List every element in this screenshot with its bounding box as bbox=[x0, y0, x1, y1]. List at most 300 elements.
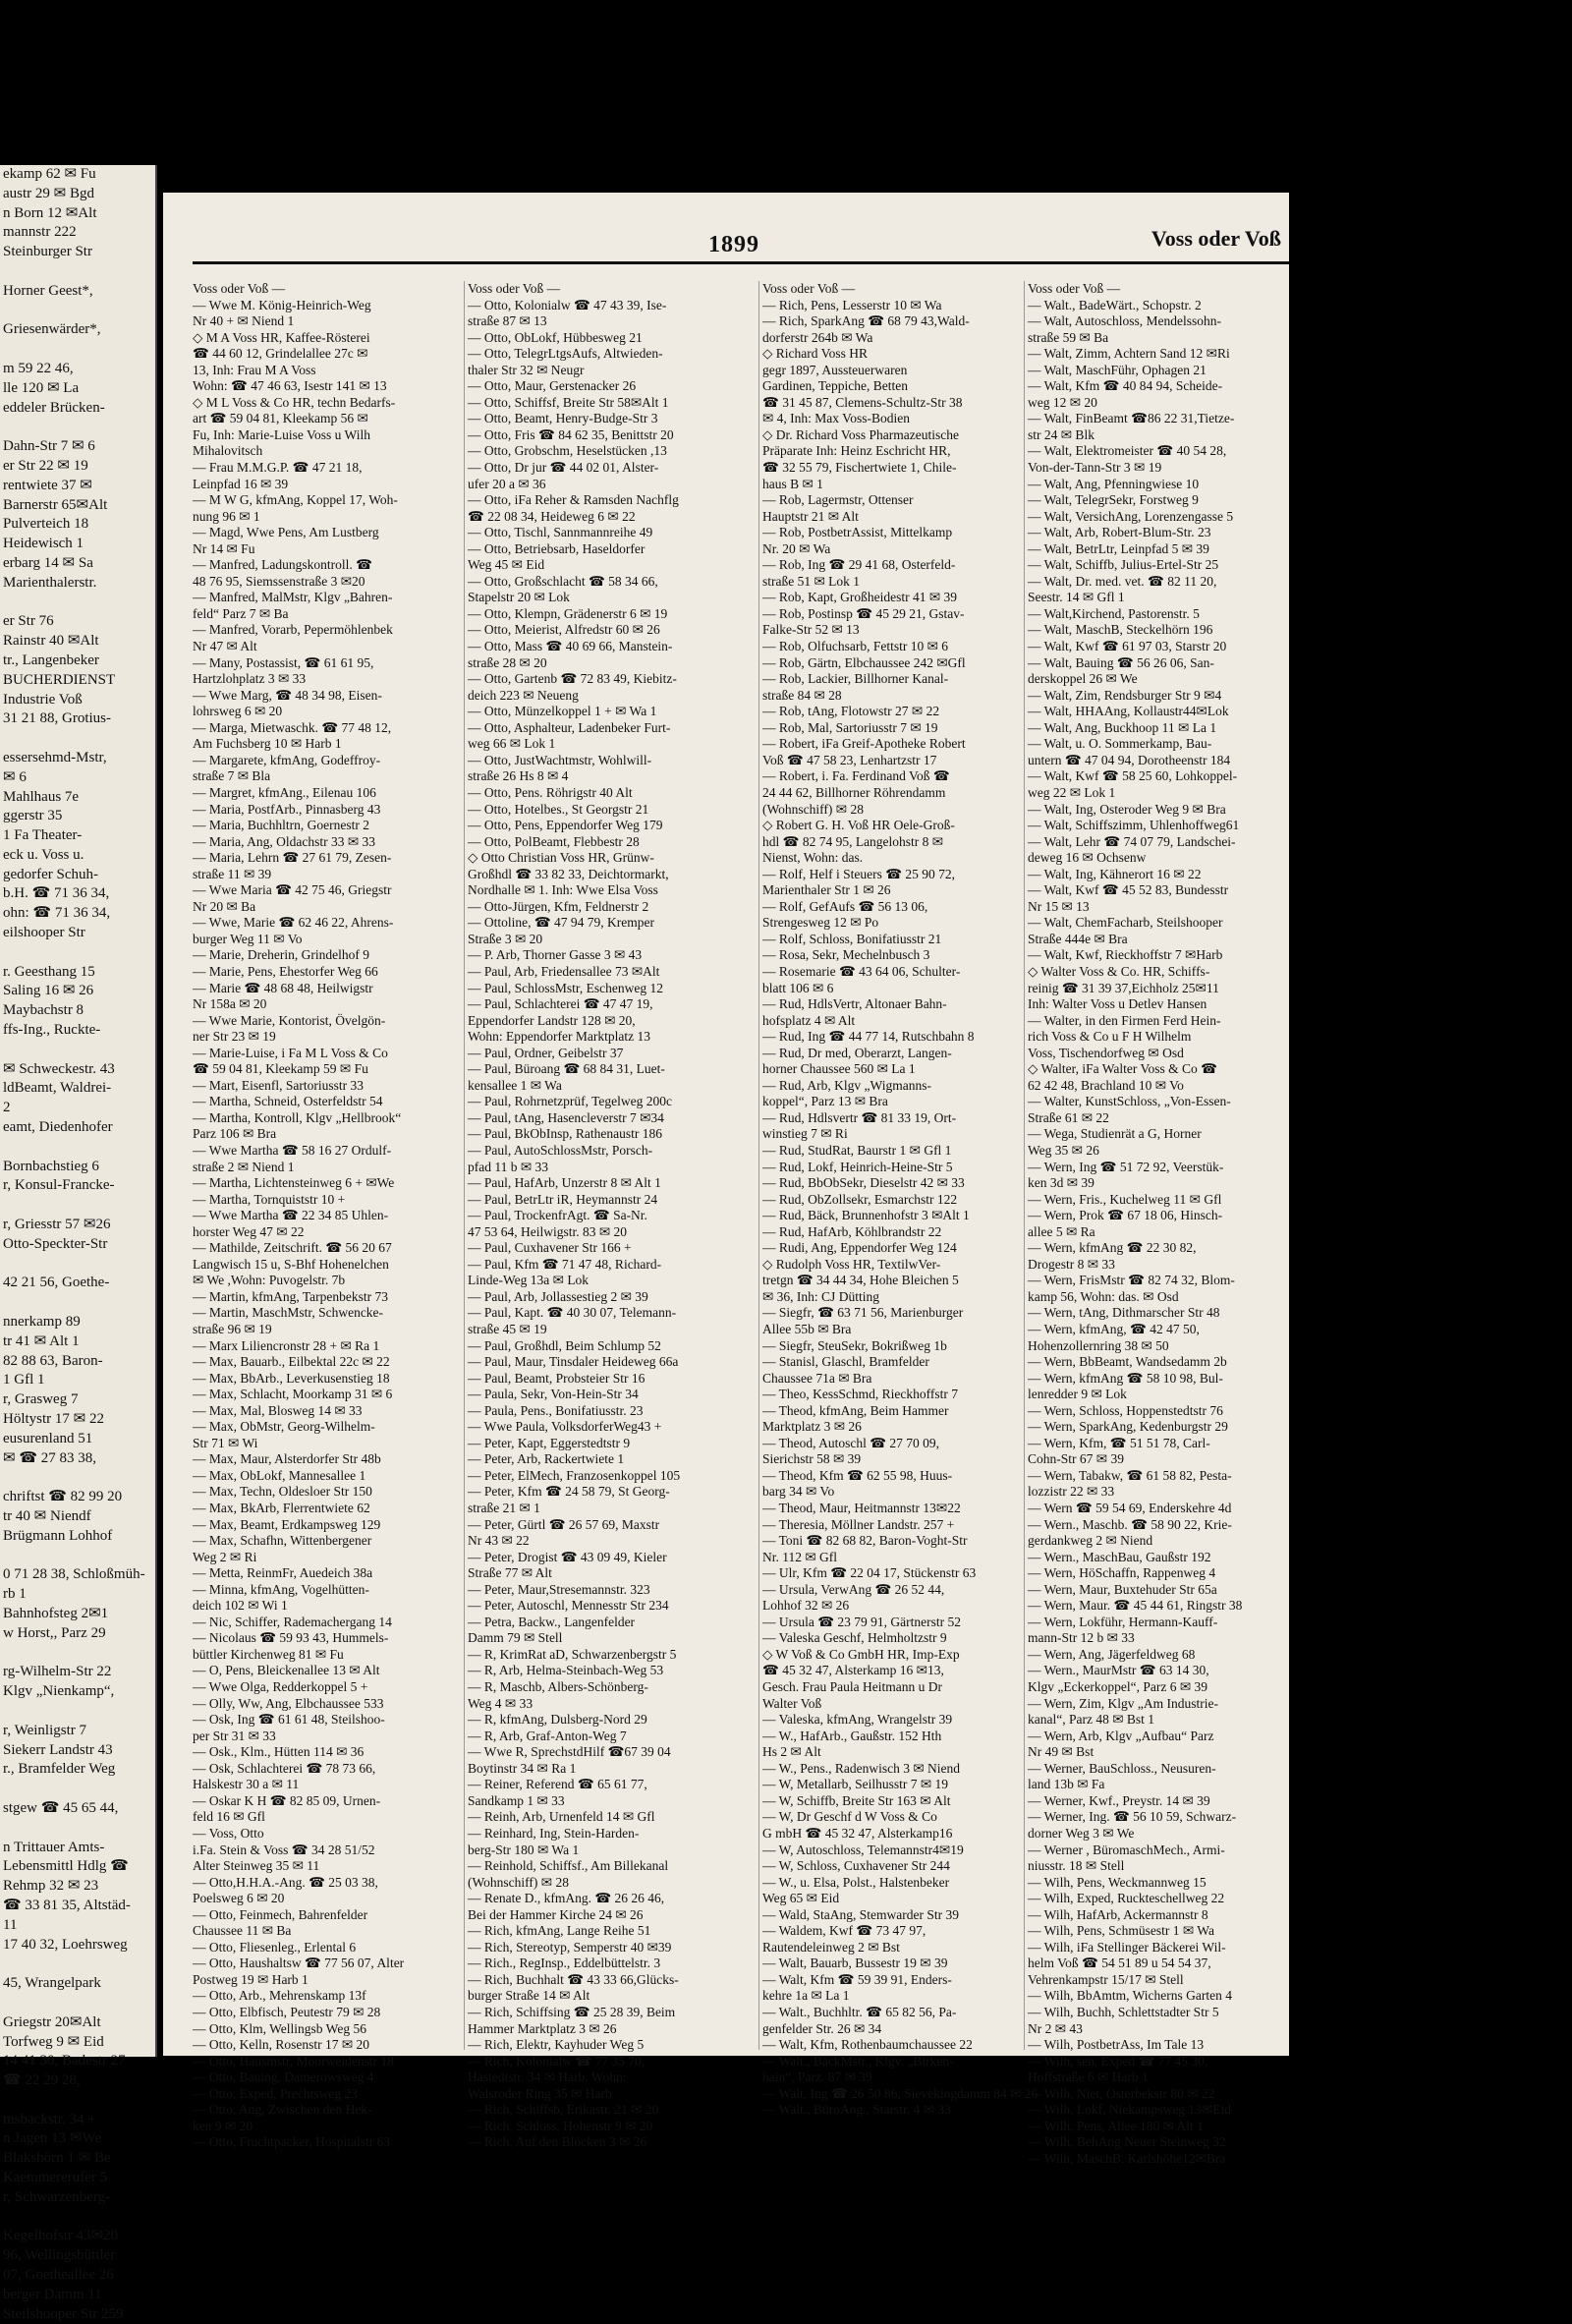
left-page-line: gedorfer Schuh- bbox=[3, 866, 99, 882]
directory-entry-line: — Paul, Kfm ☎ 71 47 48, Richard- bbox=[468, 1256, 662, 1272]
left-page-line: 07, Goetheallee 26 bbox=[3, 2267, 114, 2284]
directory-entry-line: Weg 4 ✉ 33 bbox=[468, 1695, 533, 1711]
left-page-line: r, Grasweg 7 bbox=[3, 1391, 79, 1408]
directory-entry-line: — Otto, Beamt, Henry-Budge-Str 3 bbox=[468, 411, 658, 426]
directory-entry-line: ◇ Robert G. H. Voß HR Oele-Groß- bbox=[762, 818, 955, 833]
directory-entry-line: — Paul, HafArb, Unzerstr 8 ✉ Alt 1 bbox=[468, 1175, 661, 1191]
left-page-line: mannstr 222 bbox=[3, 224, 77, 241]
directory-entry-line: — Mathilde, Zeitschrift. ☎ 56 20 67 bbox=[193, 1240, 392, 1256]
directory-entry-line: — Rud, BbObSekr, Dieselstr 42 ✉ 33 bbox=[762, 1175, 965, 1191]
left-page-line: ☎ 22 29 28, bbox=[3, 2072, 81, 2089]
directory-entry-line: Parz 106 ✉ Bra bbox=[193, 1126, 277, 1142]
directory-entry-line: Nr 14 ✉ Fu bbox=[193, 540, 255, 556]
directory-entry-line: Postweg 19 ✉ Harb 1 bbox=[193, 1971, 309, 1987]
directory-entry-line: thaler Str 32 ✉ Neugr bbox=[468, 362, 585, 377]
left-page-line: Blakshörn 1 ✉ Be bbox=[3, 2150, 111, 2167]
directory-entry-line: — Reinhold, Schiffsf., Am Billekanal bbox=[468, 1858, 669, 1874]
left-page-line: 17 40 32, Loehrsweg bbox=[3, 1936, 128, 1953]
directory-entry-line: — Martha, Schneid, Osterfeldstr 54 bbox=[193, 1094, 383, 1109]
directory-entry-line: — Walt, Kwf ☎ 58 25 60, Lohkoppel- bbox=[1028, 768, 1238, 784]
directory-entry-line: — Walt, Kwf ☎ 61 97 03, Starstr 20 bbox=[1028, 639, 1227, 654]
directory-entry-line: Weg 2 ✉ Ri bbox=[193, 1549, 257, 1564]
directory-entry-line: — R, Maschb, Albers-Schönberg- bbox=[468, 1679, 648, 1695]
directory-entry-line: — Maria, Lehrn ☎ 27 61 79, Zesen- bbox=[193, 850, 392, 866]
directory-entry-line: — Paul, Arb, Friedensallee 73 ✉Alt bbox=[468, 963, 660, 979]
directory-entry-line: — Minna, kfmAng, Vogelhütten- bbox=[193, 1581, 369, 1597]
directory-entry-line: ☎ 59 04 81, Kleekamp 59 ✉ Fu bbox=[193, 1061, 368, 1077]
left-page-line: Torfweg 9 ✉ Eid bbox=[3, 2033, 104, 2050]
directory-entry-line: weg 12 ✉ 20 bbox=[1028, 394, 1097, 410]
directory-entry-line: hofsplatz 4 ✉ Alt bbox=[762, 1012, 856, 1028]
left-page-line: eck u. Voss u. bbox=[3, 846, 84, 863]
directory-entry-line: — Peter, Drogist ☎ 43 09 49, Kieler bbox=[468, 1549, 667, 1564]
directory-entry-line: nung 96 ✉ 1 bbox=[193, 508, 260, 524]
left-page-line: ldBeamt, Waldrei- bbox=[3, 1080, 112, 1097]
left-page-line: n Jagen 13 ✉We bbox=[3, 2130, 102, 2147]
directory-entry-line: ☎ 32 55 79, Fischertwiete 1, Chile- bbox=[762, 460, 957, 476]
left-page-line: rg-Wilhelm-Str 22 bbox=[3, 1664, 112, 1680]
directory-entry-line: — Walt, Zimm, Achtern Sand 12 ✉Ri bbox=[1028, 346, 1230, 362]
directory-entry-line: Drogestr 8 ✉ 33 bbox=[1028, 1256, 1115, 1272]
directory-entry-line: — Rob, Ing ☎ 29 41 68, Osterfeld- bbox=[762, 557, 956, 573]
directory-entry-line: — Otto, Gartenb ☎ 72 83 49, Kiebitz- bbox=[468, 671, 677, 687]
directory-entry-line: — W., u. Elsa, Polst., Halstenbeker bbox=[762, 1874, 950, 1890]
directory-entry-line: — Marie-Luise, i Fa M L Voss & Co bbox=[193, 1045, 388, 1060]
directory-entry-line: — Paul, tAng, Hasencleverstr 7 ✉34 bbox=[468, 1109, 664, 1125]
directory-entry-line: — Margarete, kfmAng, Godeffroy- bbox=[193, 752, 381, 767]
directory-entry-line: — Otto, Feinmech, Bahrenfelder bbox=[193, 1906, 368, 1922]
directory-entry-line: — Wern, kfmAng, ☎ 42 47 50, bbox=[1028, 1322, 1200, 1336]
directory-entry-line: Marktplatz 3 ✉ 26 bbox=[762, 1419, 862, 1435]
directory-entry-line: Voß ☎ 47 58 23, Lenhartzstr 17 bbox=[762, 752, 937, 767]
directory-entry-line: Nienst, Wohn: das. bbox=[762, 850, 864, 866]
directory-entry-line: — M W G, kfmAng, Koppel 17, Woh- bbox=[193, 492, 398, 508]
directory-entry-line: Stapelstr 20 ✉ Lok bbox=[468, 590, 570, 605]
left-page-line: Rainstr 40 ✉Alt bbox=[3, 633, 99, 650]
directory-entry-line: — Otto, Ang, Zwischen den Hek- bbox=[193, 2102, 372, 2118]
directory-entry-line: — Olly, Ww, Ang, Elbchaussee 533 bbox=[193, 1695, 384, 1711]
directory-entry-line: — Walt, Ang, Buckhoop 11 ✉ La 1 bbox=[1028, 719, 1217, 735]
directory-entry-line: Nr 15 ✉ 13 bbox=[1028, 898, 1090, 914]
directory-entry-line: — Paul, AutoSchlossMstr, Porsch- bbox=[468, 1142, 653, 1158]
directory-entry-line: 47 53 64, Heilwigstr. 83 ✉ 20 bbox=[468, 1223, 628, 1239]
directory-entry-line: dorferstr 264b ✉ Wa bbox=[762, 329, 873, 345]
directory-entry-line: G mbH ☎ 45 32 47, Alsterkamp16 bbox=[762, 1825, 953, 1841]
directory-entry-line: — Manfred, Vorarb, Pepermöhlenbek bbox=[193, 622, 393, 638]
directory-entry-line: Straße 61 ✉ 22 bbox=[1028, 1109, 1109, 1125]
directory-entry-line: — Rich, Buchhalt ☎ 43 33 66,Glücks- bbox=[468, 1971, 679, 1987]
directory-entry-line: — Wwe Maria ☎ 42 75 46, Griegstr bbox=[193, 882, 392, 898]
directory-entry-line: — Wwe Marie, Kontorist, Övelgön- bbox=[193, 1012, 386, 1028]
directory-entry-line: — Wern, FrisMstr ☎ 82 74 32, Blom- bbox=[1028, 1273, 1235, 1288]
left-page-line: 11 bbox=[3, 1916, 18, 1933]
directory-entry-line: Straße 77 ✉ Alt bbox=[468, 1565, 552, 1581]
directory-entry-line: Str 71 ✉ Wi bbox=[193, 1435, 258, 1450]
left-page-line: ggerstr 35 bbox=[3, 808, 63, 824]
left-page-line: Griesenwärder*, bbox=[3, 321, 101, 338]
left-page-line bbox=[0, 302, 155, 321]
directory-entry-line: Nr 49 ✉ Bst bbox=[1028, 1744, 1095, 1760]
directory-entry-line: pfad 11 b ✉ 33 bbox=[468, 1159, 549, 1174]
directory-entry-line: — Otto, Fruchtpacker, Hospitalstr 63 bbox=[193, 2134, 391, 2150]
directory-entry-line: (Wohnschiff) ✉ 28 bbox=[468, 1874, 569, 1890]
directory-entry-line: — Max, Bauarb., Eilbektal 22c ✉ 22 bbox=[193, 1354, 390, 1370]
directory-entry-line: Von-der-Tann-Str 3 ✉ 19 bbox=[1028, 460, 1162, 476]
directory-entry-line: Leinpfad 16 ✉ 39 bbox=[193, 476, 289, 491]
directory-entry-line: — Max, Mal, Blosweg 14 ✉ 33 bbox=[193, 1402, 363, 1418]
directory-entry-line: Nordhalle ✉ 1. Inh: Wwe Elsa Voss bbox=[468, 882, 658, 898]
directory-entry-line: art ☎ 59 04 81, Kleekamp 56 ✉ bbox=[193, 411, 368, 426]
directory-entry-line: straße 2 ✉ Niend 1 bbox=[193, 1159, 295, 1174]
left-page-line: msbackstr. 34 + bbox=[3, 2111, 96, 2127]
left-page-line: 96, Wellingsbüttler bbox=[3, 2247, 116, 2264]
directory-entry-line: — Rob, Olfuchsarb, Fettstr 10 ✉ 6 bbox=[762, 639, 949, 654]
column-3 bbox=[762, 281, 1057, 2119]
directory-entry-line: Klgv „Eckerkoppel“, Parz 6 ✉ 39 bbox=[1028, 1679, 1208, 1695]
directory-entry-line: straße 28 ✉ 20 bbox=[468, 654, 547, 670]
directory-entry-line: — Otto, Fris ☎ 84 62 35, Benittstr 20 bbox=[468, 426, 674, 442]
directory-entry-line: kensallee 1 ✉ Wa bbox=[468, 1077, 562, 1093]
directory-entry-line: ◇ Walter Voss & Co. HR, Schiffs- bbox=[1028, 963, 1210, 979]
directory-entry-line: — Walt, VersichAng, Lorenzengasse 5 bbox=[1028, 508, 1234, 524]
left-page-line: er Str 22 ✉ 19 bbox=[3, 457, 88, 474]
directory-entry-line: Hartzlohplatz 3 ✉ 33 bbox=[193, 671, 307, 687]
directory-entry-line: — Rob, Gärtn, Elbchaussee 242 ✉Gfl bbox=[762, 654, 966, 670]
left-page-line: Brügmann Lohhof bbox=[3, 1527, 113, 1544]
directory-entry-line: Langwisch 15 u, S-Bhf Hohenelchen bbox=[193, 1256, 389, 1272]
directory-entry-line: horner Chaussee 560 ✉ La 1 bbox=[762, 1061, 916, 1077]
left-page-line: 2 bbox=[3, 1100, 11, 1116]
directory-entry-line: kehre 1a ✉ La 1 bbox=[762, 1988, 850, 2004]
directory-entry-line: — Rud, HdlsVertr, Altonaer Bahn- bbox=[762, 996, 947, 1012]
directory-entry-line: Alter Steinweg 35 ✉ 11 bbox=[193, 1858, 320, 1874]
directory-entry-line: — Walt, Kfm, Rothenbaumchaussee 22 bbox=[762, 2037, 973, 2053]
directory-entry-line: — Martin, MaschMstr, Schwencke- bbox=[193, 1305, 384, 1321]
left-page-line: chriftst ☎ 82 99 20 bbox=[3, 1489, 123, 1505]
directory-entry-line: — Marga, Mietwaschk. ☎ 77 48 12, bbox=[193, 719, 392, 735]
directory-entry-line: — Walt, Kwf ☎ 45 52 83, Bundesstr bbox=[1028, 882, 1229, 898]
directory-entry-line: straße 7 ✉ Bla bbox=[193, 768, 271, 784]
directory-entry-line: — Rich, Kolonialw ☎ 77 35 70, bbox=[468, 2053, 646, 2069]
directory-entry-line: — Waldem, Kwf ☎ 73 47 97, bbox=[762, 1923, 926, 1939]
directory-entry-line: — Valeska Geschf, Helmholtzstr 9 bbox=[762, 1630, 947, 1646]
directory-entry-line: — Paul, Ordner, Geibelstr 37 bbox=[468, 1045, 624, 1060]
running-head: Voss oder Voß bbox=[1151, 226, 1281, 251]
directory-entry-line: — Rud, HafArb, Köhlbrandstr 22 bbox=[762, 1223, 942, 1239]
directory-entry-line: — Rich, Schloss, Hohenstr 9 ✉ 20 bbox=[468, 2118, 653, 2133]
directory-entry-line: Nr 47 ✉ Alt bbox=[193, 639, 257, 654]
left-page-line: Steilshooper Str 259 bbox=[3, 2305, 124, 2322]
directory-entry-line: — Wern, Ang, Jägerfeldweg 68 bbox=[1028, 1646, 1196, 1662]
left-page-line bbox=[0, 943, 155, 963]
left-page-line: Steinburger Str bbox=[3, 244, 92, 260]
directory-entry-line: Hauptstr 21 ✉ Alt bbox=[762, 508, 859, 524]
directory-entry-line: — Wern, Arb, Klgv „Aufbau“ Parz bbox=[1028, 1728, 1214, 1743]
directory-entry-line: — Rud, Ing ☎ 44 77 14, Rutschbahn 8 bbox=[762, 1029, 975, 1045]
directory-entry-line: — Walt, Schiffb, Julius-Ertel-Str 25 bbox=[1028, 557, 1219, 573]
directory-entry-line: Damm 79 ✉ Stell bbox=[468, 1630, 563, 1646]
left-page-line: Barnerstr 65✉Alt bbox=[3, 496, 108, 513]
directory-entry-line: — Voss, Otto bbox=[193, 1825, 264, 1841]
directory-entry-line: weg 66 ✉ Lok 1 bbox=[468, 736, 556, 752]
left-page-line bbox=[0, 1644, 155, 1664]
directory-entry-line: — Otto, Pens. Röhrigstr 40 Alt bbox=[468, 784, 633, 800]
left-page-line: austr 29 ✉ Bgd bbox=[3, 185, 94, 201]
directory-entry-line: lohrsweg 6 ✉ 20 bbox=[193, 704, 283, 719]
directory-entry-line: gegr 1897, Aussteuerwaren bbox=[762, 362, 908, 377]
left-page-line: Klgv „Nienkamp“, bbox=[3, 1683, 115, 1700]
directory-entry-line: — Ursula, VerwAng ☎ 26 52 44, bbox=[762, 1581, 945, 1597]
directory-entry-line: dorner Weg 3 ✉ We bbox=[1028, 1825, 1135, 1841]
column-4 bbox=[1028, 281, 1285, 2167]
directory-entry-line: — Paul, BetrLtr iR, Heymannstr 24 bbox=[468, 1191, 658, 1207]
directory-entry-line: ◇ M A Voss HR, Kaffee-Rösterei bbox=[193, 329, 370, 345]
left-page-line: Lebensmittl Hdlg ☎ bbox=[3, 1858, 129, 1875]
left-page-line: Bornbachstieg 6 bbox=[3, 1158, 99, 1174]
page-number: 1899 bbox=[708, 232, 759, 257]
directory-entry-line: straße 21 ✉ 1 bbox=[468, 1501, 540, 1516]
directory-entry-line: — Wilh, Pens, Weckmannweg 15 bbox=[1028, 1874, 1207, 1890]
directory-entry-line: Nr 2 ✉ 43 bbox=[1028, 2020, 1083, 2036]
directory-entry-line: — Walt., BäckMstr., Klgv. „Birken- bbox=[762, 2053, 954, 2069]
directory-entry-line: — Otto, Mass ☎ 40 69 66, Manstein- bbox=[468, 639, 673, 654]
directory-entry-line: ☎ 44 60 12, Grindelallee 27c ✉ bbox=[193, 346, 368, 362]
left-page-line: m 59 22 46, bbox=[3, 360, 74, 376]
directory-entry-line: — Wern, Lokführ, Hermann-Kauff- bbox=[1028, 1614, 1218, 1629]
page-header bbox=[163, 193, 1289, 267]
directory-entry-line: — Rudi, Ang, Eppendorfer Weg 124 bbox=[762, 1240, 957, 1256]
directory-entry-line: ✉ 36, Inh: CJ Dütting bbox=[762, 1288, 879, 1304]
directory-entry-line: — Wilh, Pens, Allee 180 ✉ Alt 1 bbox=[1028, 2118, 1204, 2133]
directory-entry-line: Hohenzollernring 38 ✉ 50 bbox=[1028, 1337, 1169, 1353]
directory-entry-line: — Martha, Lichtensteinweg 6 + ✉We bbox=[193, 1175, 395, 1191]
left-page-line: 1 Gfl 1 bbox=[3, 1372, 45, 1389]
directory-entry-line: — Paul, Maur, Tinsdaler Heideweg 66a bbox=[468, 1354, 679, 1370]
directory-entry-line: — Rud, ObZollsekr, Esmarchstr 122 bbox=[762, 1191, 958, 1207]
directory-entry-line: — Wwe Martha ☎ 58 16 27 Ordulf- bbox=[193, 1142, 392, 1158]
directory-entry-line: deich 102 ✉ Wi 1 bbox=[193, 1598, 288, 1614]
directory-entry-line: — Osk, Schlachterei ☎ 78 73 66, bbox=[193, 1760, 376, 1776]
left-page-line: 14 41 30, Badestr 27 bbox=[3, 2053, 126, 2069]
directory-entry-line: straße 59 ✉ Ba bbox=[1028, 329, 1109, 345]
directory-entry-line: — Walt, Zim, Rendsburger Str 9 ✉4 bbox=[1028, 687, 1222, 703]
directory-entry-line: — P. Arb, Thorner Gasse 3 ✉ 43 bbox=[468, 947, 643, 963]
directory-entry-line: Lohhof 32 ✉ 26 bbox=[762, 1598, 850, 1614]
scan-background bbox=[1289, 0, 1572, 2139]
directory-entry-line: — Walter, in den Firmen Ferd Hein- bbox=[1028, 1012, 1221, 1028]
directory-entry-line: — Wern, Tabakw, ☎ 61 58 82, Pesta- bbox=[1028, 1467, 1232, 1483]
directory-entry-line: — Werner, Kwf., Preystr. 14 ✉ 39 bbox=[1028, 1792, 1210, 1808]
directory-entry-line: — Werner, BauSchloss., Neusuren- bbox=[1028, 1760, 1216, 1776]
directory-entry-line: straße 87 ✉ 13 bbox=[468, 313, 547, 329]
directory-entry-line: — Paul, SchlossMstr, Eschenweg 12 bbox=[468, 980, 663, 995]
left-page-line: 1 Fa Theater- bbox=[3, 827, 83, 844]
directory-entry-line: — Theod, kfmAng, Beim Hammer bbox=[762, 1402, 949, 1418]
directory-entry-line: — Stanisl, Glaschl, Bramfelder bbox=[762, 1354, 929, 1370]
directory-entry-line: — W, Schloss, Cuxhavener Str 244 bbox=[762, 1858, 950, 1874]
directory-entry-line: ◇ Richard Voss HR bbox=[762, 346, 869, 362]
directory-entry-line: — Wilh, BbAmtm, Wicherns Garten 4 bbox=[1028, 1988, 1233, 2004]
directory-entry-line: — Frau M.M.G.P. ☎ 47 21 18, bbox=[193, 460, 363, 476]
directory-entry-line: — Valeska, kfmAng, Wrangelstr 39 bbox=[762, 1712, 953, 1728]
directory-entry-line: Strengesweg 12 ✉ Po bbox=[762, 915, 879, 931]
directory-entry-line: Hs 2 ✉ Alt bbox=[762, 1744, 821, 1760]
directory-entry-line: i.Fa. Stein & Voss ☎ 34 28 51/52 bbox=[193, 1842, 375, 1857]
directory-entry-line: Wohn: ☎ 47 46 63, Isestr 141 ✉ 13 bbox=[193, 378, 387, 394]
left-page-line: b.H. ☎ 71 36 34, bbox=[3, 885, 110, 902]
directory-entry-line: hdl ☎ 82 74 95, Langelohstr 8 ✉ bbox=[762, 833, 944, 849]
directory-entry-line: — Osk., Klm., Hütten 114 ✉ 36 bbox=[193, 1744, 365, 1760]
directory-entry-line: — Walt, Dr. med. vet. ☎ 82 11 20, bbox=[1028, 573, 1217, 589]
directory-entry-line: — R, Arb, Helma-Steinbach-Weg 53 bbox=[468, 1663, 664, 1678]
directory-entry-line: straße 26 Hs 8 ✉ 4 bbox=[468, 768, 569, 784]
directory-entry-line: — Rosemarie ☎ 43 64 06, Schulter- bbox=[762, 963, 961, 979]
directory-entry-line: — Wilh, sen, Exped ☎ 77 45 30, bbox=[1028, 2053, 1208, 2069]
directory-entry-line: — Otto, Hausmstr, Moorweidenstr 18 bbox=[193, 2053, 394, 2069]
directory-entry-line: Nr. 20 ✉ Wa bbox=[762, 540, 831, 556]
directory-entry-line: burger Straße 14 ✉ Alt bbox=[468, 1988, 590, 2004]
directory-entry-line: — Siegfr, ☎ 63 71 56, Marienburger bbox=[762, 1305, 964, 1321]
directory-entry-line: — Rich, Pens, Lesserstr 10 ✉ Wa bbox=[762, 297, 942, 312]
directory-entry-line: — Wwe R, SprechstdHilf ☎67 39 04 bbox=[468, 1744, 671, 1760]
directory-entry-line: straße 45 ✉ 19 bbox=[468, 1322, 547, 1336]
directory-entry-line: — Otto, Meierist, Alfredstr 60 ✉ 26 bbox=[468, 622, 660, 638]
directory-entry-line: — Wilh, HafArb, Ackermannstr 8 bbox=[1028, 1906, 1208, 1922]
left-page-line: Kegelhofstr 43✉20 bbox=[3, 2228, 119, 2244]
directory-entry-line: — Rolf, Schloss, Bonifatiusstr 21 bbox=[762, 931, 942, 946]
left-page-line bbox=[0, 1819, 155, 1839]
directory-entry-line: — Paul, Kapt. ☎ 40 30 07, Telemann- bbox=[468, 1305, 677, 1321]
directory-entry-line: genfelder Str. 26 ✉ 34 bbox=[762, 2020, 882, 2036]
directory-entry-line: 13, Inh: Frau M A Voss bbox=[193, 362, 316, 377]
directory-entry-line: Gesch. Frau Paula Heitmann u Dr bbox=[762, 1679, 942, 1695]
left-page-line: r, Griesstr 57 ✉26 bbox=[3, 1217, 111, 1233]
directory-entry-line: — Otto, Schiffsf, Breite Str 58✉Alt 1 bbox=[468, 394, 669, 410]
directory-entry-line: str 24 ✉ Blk bbox=[1028, 426, 1095, 442]
directory-entry-line: (Wohnschiff) ✉ 28 bbox=[762, 801, 864, 817]
directory-entry-line: — Otto, Hotelbes., St Georgstr 21 bbox=[468, 801, 649, 817]
directory-entry-line: — Otto, Kolonialw ☎ 47 43 39, Ise- bbox=[468, 297, 667, 312]
directory-entry-line: — Max, Techn, Oldesloer Str 150 bbox=[193, 1484, 372, 1500]
left-page-line: Griegstr 20✉Alt bbox=[3, 2013, 101, 2030]
directory-entry-line: — Otto, TelegrLtgsAufs, Altwieden- bbox=[468, 346, 663, 362]
left-page-line bbox=[0, 1041, 155, 1060]
directory-entry-line: Walsroder Ring 35 ✉ Harb bbox=[468, 2085, 612, 2101]
directory-entry-line: Falke-Str 52 ✉ 13 bbox=[762, 622, 860, 638]
directory-entry-line: — Peter, ElMech, Franzosenkoppel 105 bbox=[468, 1467, 681, 1483]
directory-entry-line: — Marie ☎ 48 68 48, Heilwigstr bbox=[193, 980, 373, 995]
directory-entry-line: — Otto, Tischl, Sannmannreihe 49 bbox=[468, 525, 653, 540]
directory-entry-line: — W., Pens., Radenwisch 3 ✉ Niend bbox=[762, 1760, 961, 1776]
directory-entry-line: Voss, Tischendorfweg ✉ Osd bbox=[1028, 1045, 1184, 1060]
column-1 bbox=[193, 281, 483, 2151]
directory-entry-line: — Robert, i. Fa. Ferdinand Voß ☎ bbox=[762, 768, 950, 784]
left-page-line: Heidewisch 1 bbox=[3, 536, 84, 552]
directory-entry-line: — Paul, Beamt, Probsteier Str 16 bbox=[468, 1370, 646, 1386]
directory-entry-line: — Rud, Bäck, Brunnenhofstr 3 ✉Alt 1 bbox=[762, 1208, 970, 1223]
directory-entry-line: — Werner, Ing. ☎ 56 10 59, Schwarz- bbox=[1028, 1809, 1237, 1825]
directory-entry-line: büttler Kirchenweg 81 ✉ Fu bbox=[193, 1646, 344, 1662]
directory-entry-line: — Wern., Maschb. ☎ 58 90 22, Krie- bbox=[1028, 1516, 1232, 1532]
left-page-line: tr 40 ✉ Niendf bbox=[3, 1507, 91, 1524]
directory-entry-line: — Rob, Postinsp ☎ 45 29 21, Gstav- bbox=[762, 605, 965, 621]
directory-entry-line: — Max, Maur, Alsterdorfer Str 48b bbox=[193, 1451, 381, 1467]
directory-entry-line: — Many, Postassist, ☎ 61 61 95, bbox=[193, 654, 374, 670]
left-page-line: Pulverteich 18 bbox=[3, 516, 89, 533]
directory-entry-line: Weg 65 ✉ Eid bbox=[762, 1891, 840, 1906]
directory-entry-line: Eppendorfer Landstr 128 ✉ 20, bbox=[468, 1012, 636, 1028]
directory-entry-line: — Toni ☎ 82 68 82, Baron-Voght-Str bbox=[762, 1533, 968, 1549]
directory-entry-line: straße 51 ✉ Lok 1 bbox=[762, 573, 861, 589]
directory-entry-line: deich 223 ✉ Neueng bbox=[468, 687, 579, 703]
left-page-line: Industrie Voß bbox=[3, 691, 83, 708]
directory-entry-line: — Manfred, MalMstr, Klgv „Bahren- bbox=[193, 590, 393, 605]
directory-entry-line: — Otto, Klm, Wellingsb Weg 56 bbox=[193, 2020, 366, 2036]
directory-entry-line: — Otto, Kelln, Rosenstr 17 ✉ 20 bbox=[193, 2037, 370, 2053]
left-page-line: ✉ ☎ 27 83 38, bbox=[3, 1449, 97, 1466]
directory-entry-line: hain“, Parz. 87 ✉ 39 bbox=[762, 2069, 872, 2085]
directory-entry-line: — Martin, kfmAng, Tarpenbekstr 73 bbox=[193, 1288, 389, 1304]
directory-entry-line: — Reiner, Referend ☎ 65 61 77, bbox=[468, 1777, 647, 1792]
directory-entry-line: — Walt, Ing, Kähnerort 16 ✉ 22 bbox=[1028, 866, 1202, 881]
left-page-line: 31 21 88, Grotius- bbox=[3, 710, 111, 727]
directory-entry-line: Großhdl ☎ 33 82 33, Deichtormarkt, bbox=[468, 866, 669, 881]
directory-entry-line: reinig ☎ 31 39 37,Eichholz 25✉11 bbox=[1028, 980, 1219, 995]
directory-entry-line: — Wern, Kfm, ☎ 51 51 78, Carl- bbox=[1028, 1435, 1210, 1450]
directory-entry-line: — Wwe Martha ☎ 22 34 85 Uhlen- bbox=[193, 1208, 389, 1223]
directory-entry-line: — Wilh, PostbetrAss, Im Tale 13 bbox=[1028, 2037, 1205, 2053]
directory-entry-line: Wohn: Eppendorfer Marktplatz 13 bbox=[468, 1029, 650, 1045]
directory-entry-line: ✉ We ,Wohn: Puvogelstr. 7b bbox=[193, 1273, 346, 1288]
directory-entry-line: derskoppel 26 ✉ We bbox=[1028, 671, 1138, 687]
left-page-line: berger Damm 11 bbox=[3, 2286, 102, 2302]
directory-entry-line: — Marx Liliencronstr 28 + ✉ Ra 1 bbox=[193, 1337, 380, 1353]
left-page-line: n Trittauer Amts- bbox=[3, 1839, 105, 1855]
directory-entry-line: — Wern, BbBeamt, Wandsedamm 2b bbox=[1028, 1354, 1227, 1370]
directory-entry-line: — Rob, Lackier, Billhorner Kanal- bbox=[762, 671, 949, 687]
left-page-line bbox=[0, 262, 155, 282]
directory-entry-line: deweg 16 ✉ Ochsenw bbox=[1028, 850, 1147, 866]
left-page-line: 45, Wrangelpark bbox=[3, 1975, 101, 1992]
directory-entry-line: — R, kfmAng, Dulsberg-Nord 29 bbox=[468, 1712, 647, 1728]
directory-entry-line: 48 76 95, Siemssenstraße 3 ✉20 bbox=[193, 573, 365, 589]
directory-entry-line: berg-Str 180 ✉ Wa 1 bbox=[468, 1842, 580, 1857]
directory-entry-line: Halskestr 30 a ✉ 11 bbox=[193, 1777, 300, 1792]
left-page-line: 42 21 56, Goethe- bbox=[3, 1275, 110, 1291]
directory-entry-line: Hammer Marktplatz 3 ✉ 26 bbox=[468, 2020, 617, 2036]
left-page-line: BUCHERDIENST bbox=[3, 671, 116, 688]
directory-entry-line: Hastedtstr. 34 ✉ Harb. Wohn: bbox=[468, 2069, 627, 2085]
directory-entry-line: — Werner , BüromaschMech., Armi- bbox=[1028, 1842, 1225, 1857]
left-page-line bbox=[0, 594, 155, 613]
directory-entry-line: Nr 40 + ✉ Niend 1 bbox=[193, 313, 295, 329]
directory-entry-line: — Wald, StaAng, Stemwarder Str 39 bbox=[762, 1906, 960, 1922]
directory-entry-line: — Walt, MaschFühr, Ophagen 21 bbox=[1028, 362, 1207, 377]
left-page-line bbox=[0, 1955, 155, 1974]
directory-entry-line: — Wwe, Marie ☎ 62 46 22, Ahrens- bbox=[193, 915, 394, 931]
directory-entry-line: — Otto,H.H.A.-Ang. ☎ 25 03 38, bbox=[193, 1874, 378, 1890]
directory-entry-line: — Wega, Studienrät a G, Horner bbox=[1028, 1126, 1202, 1142]
directory-entry-line: — Wern, kfmAng ☎ 22 30 82, bbox=[1028, 1240, 1197, 1256]
directory-entry-line: — Wern., MaschBau, Gaußstr 192 bbox=[1028, 1549, 1211, 1564]
directory-entry-line: Gardinen, Teppiche, Betten bbox=[762, 378, 909, 394]
column-2 bbox=[468, 281, 762, 2151]
directory-entry-line: Sandkamp 1 ✉ 33 bbox=[468, 1792, 565, 1808]
left-page-line: Otto-Speckter-Str bbox=[3, 1235, 108, 1252]
directory-entry-line: ✉ 4, Inh: Max Voss-Bodien bbox=[762, 411, 910, 426]
left-page-line bbox=[0, 2208, 155, 2228]
directory-entry-line: — Walt, Kfm ☎ 40 84 94, Scheide- bbox=[1028, 378, 1223, 394]
